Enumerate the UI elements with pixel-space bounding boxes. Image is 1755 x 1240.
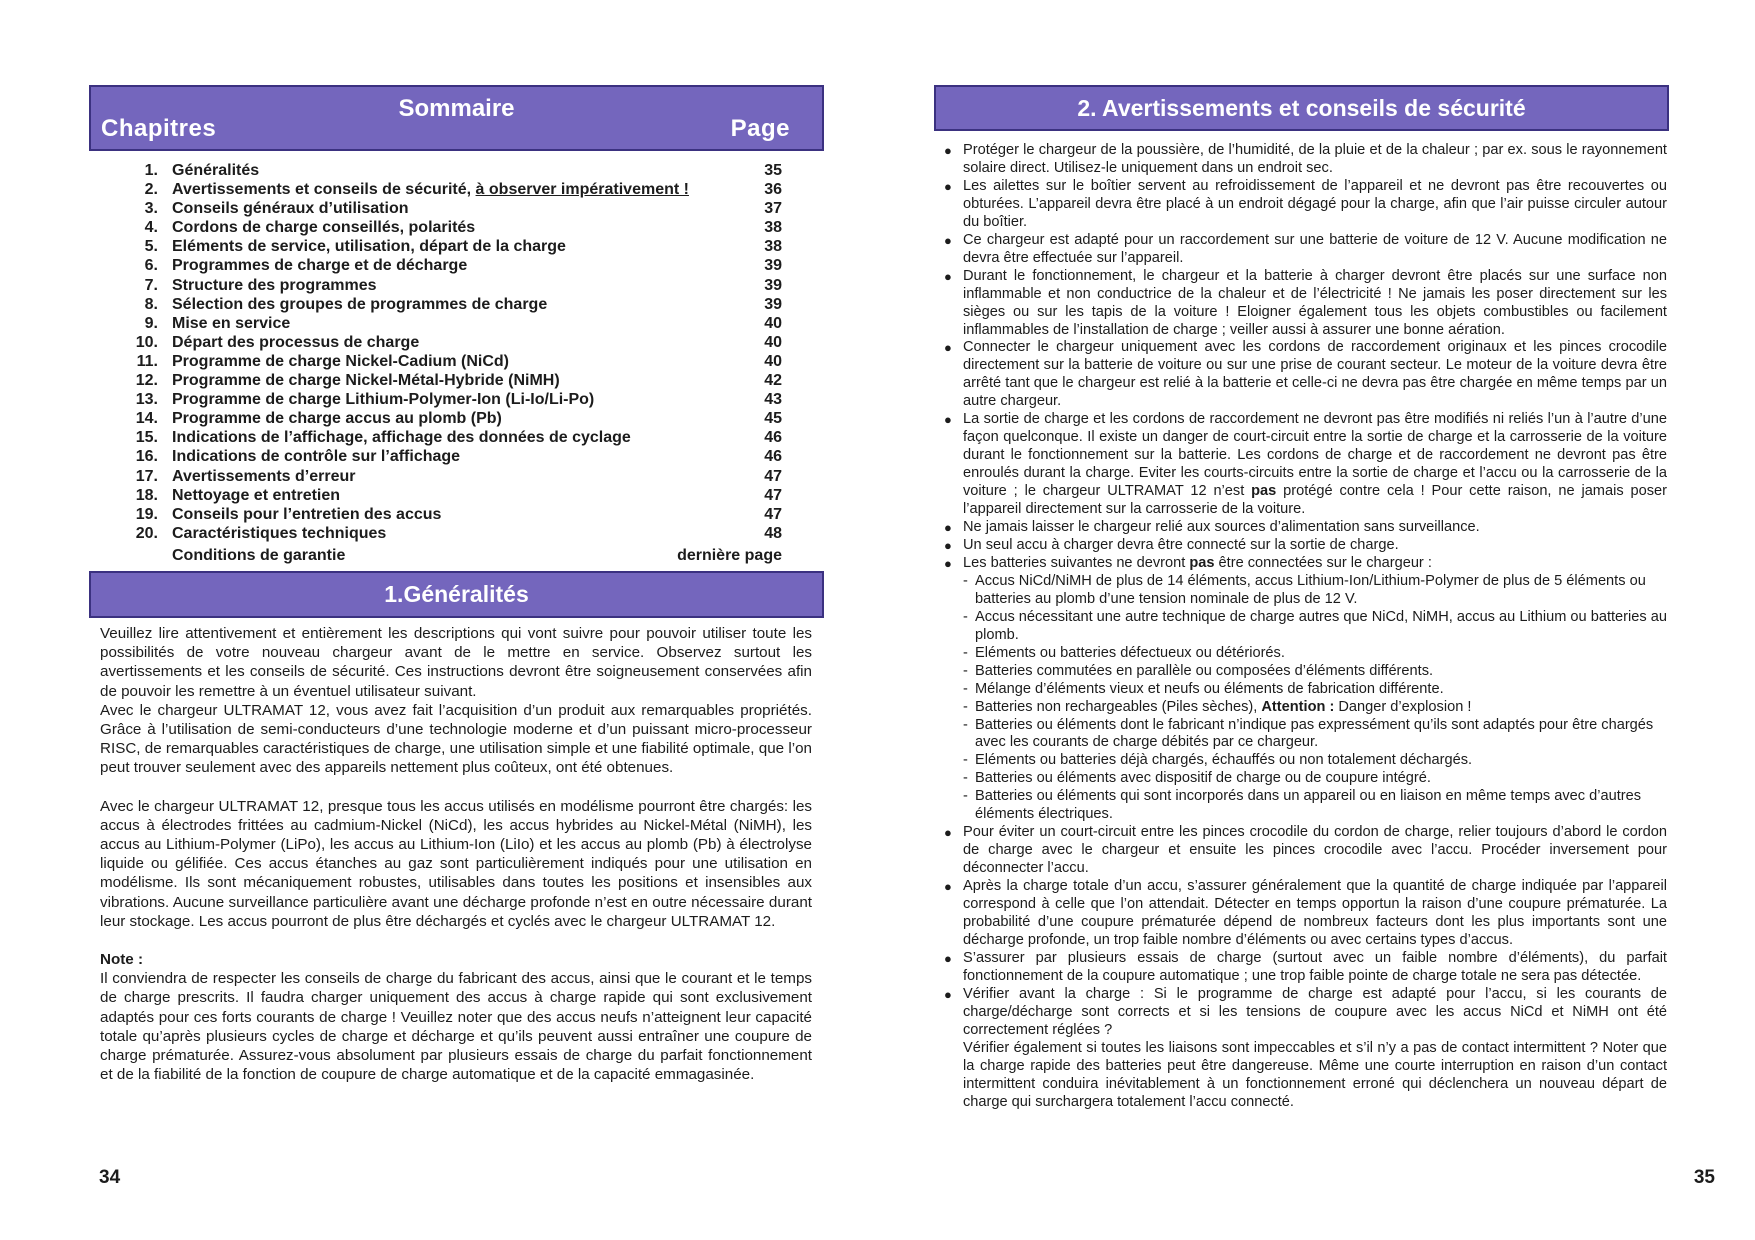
toc-entry-title: Avertissements d’erreur — [172, 467, 356, 485]
toc-row — [122, 524, 782, 543]
toc-row — [122, 428, 782, 447]
toc-number: 16. — [135, 448, 158, 466]
toc-number: 10. — [135, 333, 158, 351]
paragraph: Avec le chargeur ULTRAMAT 12, presque tous les accus utilisés en modélisme pourront être chargés: les accus à électrodes frittées au cadmium-Nickel (NiCd), les accus hybrides au Nickel-Métal (NiMH), les accus au Lithium-Polymer (LiPo), les accus au Lithium-Ion (LiIo) et les accus au plomb (Pb) à électrolyse liquide ou gélifiée. Ces accus étanches au gaz sont particulièrement indiqués pour une utilisation en modélisme. Ils sont mécaniquement robustes, utilisables dans toutes les positions et insensibles aux vibrations. Aucune surveillance particulière avant une décharge profonde n’est en outre nécessaire durant leur stockage. Les accus pourront de plus être déchargés et cyclés avec le chargeur ULTRAMAT 12. — [100, 797, 812, 930]
toc-row — [122, 352, 782, 371]
toc-number: 3. — [144, 200, 158, 218]
toc-entry-title: Départ des processus de charge — [172, 333, 420, 351]
toc-entry-page: 42 — [764, 372, 782, 390]
toc-number: 7. — [144, 276, 158, 294]
toc-entry-page: 47 — [764, 486, 782, 504]
toc-entry-emphasis: à observer impérativement ! — [475, 181, 689, 199]
toc-row — [122, 486, 782, 505]
toc-entry-page: 39 — [764, 276, 782, 294]
toc-warranty-row — [172, 547, 782, 565]
right-page — [877, 0, 1755, 1240]
toc-row — [122, 276, 782, 295]
toc-entry-title: Programme de charge accus au plomb (Pb) — [172, 410, 502, 428]
toc-entry-page: 38 — [764, 219, 782, 237]
toc-row — [122, 237, 782, 256]
toc-entry-page: 40 — [764, 314, 782, 332]
section-1-body — [100, 624, 812, 1084]
toc-warranty-title: Conditions de garantie — [172, 547, 346, 564]
toc-entry-page: 35 — [764, 162, 782, 179]
toc-entry-page: 47 — [764, 505, 782, 523]
toc-entry-title: Eléments de service, utilisation, départ de la charge — [172, 238, 566, 256]
list-item: ● Protéger le chargeur de la poussière, de l’humidité, de la pluie et de la chaleur ; par ex. sous le rayonnement solaire direct. Utilisez-le uniquement dans un endroit sec. — [944, 142, 1667, 178]
toc-row — [122, 295, 782, 314]
list-item: ● Ce chargeur est adapté pour un raccordement sur une batterie de voiture de 12 V. Aucune modification ne devra être effectuée sur l’appareil. — [944, 232, 1667, 268]
toc-col-page: Page — [730, 115, 790, 142]
toc-number: 4. — [144, 219, 158, 237]
toc-number: 19. — [135, 505, 158, 523]
list-item: ● Ne jamais laisser le chargeur relié aux sources d’alimentation sans surveillance. — [944, 519, 1667, 537]
toc-list — [122, 161, 782, 543]
toc-entry-title: Avertissements et conseils de sécurité, à observer impérativement ! — [172, 181, 689, 199]
toc-entry-page: 39 — [764, 295, 782, 313]
sub-list-item: - Batteries ou éléments dont le fabricant n’indique pas expressément qu’ils sont adaptés pour être chargés avec les courants de charge débités par ce chargeur. — [963, 717, 1667, 753]
page-number: 35 — [1693, 1167, 1715, 1188]
sub-list-item: - Batteries ou éléments qui sont incorporés dans un appareil ou en liaison en même temps avec d’autres éléments électriques. — [963, 788, 1667, 824]
toc-row — [122, 371, 782, 390]
toc-number: 6. — [144, 257, 158, 275]
toc-entry-title: Sélection des groupes de programmes de charge — [172, 295, 548, 313]
list-item: ● S’assurer par plusieurs essais de charge (surtout avec un faible nombre d’éléments), du parfait fonctionnement de la coupure automatique ; une trop faible pointe de charge totale ne sera pas détectée. — [944, 950, 1667, 986]
safety-list — [944, 142, 1667, 1111]
toc-row — [122, 467, 782, 486]
note-label: Note : — [100, 951, 144, 969]
toc-entry-page: 38 — [764, 238, 782, 256]
sub-list-item: - Mélange d’éléments vieux et neufs ou éléments de fabrication différente. — [963, 681, 1667, 699]
list-item: ● Durant le fonctionnement, le chargeur et la batterie à charger devront être placés sur une surface non inflammable et non conductrice de la chaleur et de l’électricité ! Ne jamais les poser directement sur les sièges ou sur les tapis de la voiture ! Eloigner également tous les objets combustibles ou facilement inflammables de l’installation de charge ; veiller aussi à assurer une bonne aération. — [944, 268, 1667, 340]
toc-row — [122, 161, 782, 180]
excluded-batteries-list — [963, 573, 1667, 824]
toc-row — [122, 314, 782, 333]
list-item: ● Après la charge totale d’un accu, s’assurer généralement que la quantité de charge indiquée par l’appareil correspond à celle que l’on attendait. Détecter en temps opportun la raison d’une coupure prématurée. La probabilité d’une coupure prématurée dépend de nombreux facteurs dont les plus importants sont une décharge profonde, un trop faible nombre d’éléments ou avec certains types d’accus. — [944, 878, 1667, 950]
toc-number: 9. — [144, 314, 158, 332]
toc-entry-page: 40 — [764, 333, 782, 351]
toc-entry-page: 36 — [764, 181, 782, 199]
sub-list-item: - Batteries non rechargeables (Piles sèches), Attention : Danger d’explosion ! — [963, 699, 1667, 717]
toc-entry-page: 48 — [764, 524, 782, 542]
toc-row — [122, 180, 782, 199]
list-item: ● La sortie de charge et les cordons de raccordement ne devront pas être modifiés ni reliés l’un à l’autre d’une façon quelconque. Il existe un danger de court-circuit entre la sortie de charge et la carrosserie de la voiture durant le fonctionnement sur la batterie. Les cordons de charge et de raccordement ne devront pas être enroulés durant la charge. Eviter les courts-circuits entre la sortie de charge et l’accu ou la carrosserie de la voiture ; le chargeur ULTRAMAT 12 n’est pas protégé contre cela ! Pour cette raison, ne jamais poser l’appareil directement sur la carrosserie de la voiture. — [944, 411, 1667, 519]
toc-title: Sommaire — [398, 95, 515, 122]
toc-entry-title: Structure des programmes — [172, 276, 377, 294]
toc-entry-title: Nettoyage et entretien — [172, 486, 341, 504]
toc-number: 1. — [144, 162, 158, 179]
toc-entry-title: Généralités — [172, 162, 260, 179]
toc-row — [122, 199, 782, 218]
toc-number: 13. — [135, 391, 158, 409]
section-2-header — [934, 85, 1669, 131]
toc-entry-page: 39 — [764, 257, 782, 275]
toc-number: 14. — [135, 410, 158, 428]
toc-number: 15. — [135, 429, 158, 447]
toc-row — [122, 256, 782, 275]
sub-list-item: - Eléments ou batteries défectueux ou détériorés. — [963, 645, 1667, 663]
toc-number: 8. — [144, 295, 158, 313]
sub-list-item: - Batteries ou éléments avec dispositif de charge ou de coupure intégré. — [963, 770, 1667, 788]
sub-list-item: - Accus nécessitant une autre technique de charge autres que NiCd, NiMH, accus au Lithium ou batteries au plomb. — [963, 609, 1667, 645]
toc-entry-page: 47 — [764, 467, 782, 485]
sub-list-item: - Eléments ou batteries déjà chargés, échauffés ou non totalement déchargés. — [963, 752, 1667, 770]
toc-number: 11. — [136, 352, 158, 370]
toc-entry-title: Programme de charge Nickel-Métal-Hybride (NiMH) — [172, 372, 560, 390]
toc-entry-page: 43 — [764, 391, 782, 409]
toc-entry-title: Caractéristiques techniques — [172, 524, 387, 542]
paragraph: Il conviendra de respecter les conseils de charge du fabricant des accus, ainsi que le courant et le temps de charge prescrits. Il faudra charger uniquement des accus à charge rapide qui sont exclusivement adaptés pour ces forts courants de charge ! Veuillez noter que des accus neufs n’atteignent leur capacité totale qu’après plusieurs cycles de charge et décharge et qu’ils peuvent aussi entraîner une coupure de charge prématurée. Assurez-vous absolument par plusieurs essais de charge du parfait fonctionnement et de la fiabilité de la fonction de coupure de charge automatique et de la capacité emmagasinée. — [100, 970, 812, 1084]
paragraph: Avec le chargeur ULTRAMAT 12, vous avez fait l’acquisition d’un produit aux remarquables propriétés. Grâce à l’utilisation de semi-conducteurs d’une technologie moderne et d’un puissant micro-processeur RISC, de remarquables caractéristiques de charge, une utilisation simple et une fiabilité optimale, que l’on peut trouver seulement avec des appareils nettement plus coûteux, ont été obtenues. — [100, 701, 812, 777]
toc-entry-title: Conseils pour l’entretien des accus — [172, 505, 442, 523]
sub-list-item: - Accus NiCd/NiMH de plus de 14 éléments, accus Lithium-Ion/Lithium-Polymer de plus de 5 éléments ou batteries au plomb d’une tension nominale de plus de 12 V. — [963, 573, 1667, 609]
toc-entry-page: 45 — [764, 410, 782, 428]
toc-entry-title: Programmes de charge et de décharge — [172, 257, 468, 275]
toc-entry-title: Indications de l’affichage, affichage des données de cyclage — [172, 429, 631, 447]
list-item: ● Les ailettes sur le boîtier servent au refroidissement de l’appareil et ne devront pas être recouvertes ou obturées. L’appareil devra être placé à un endroit dégagé pour la charge, afin que l’air puisse circuler autour du boîtier. — [944, 178, 1667, 232]
list-item: ● Vérifier avant la charge : Si le programme de charge est adapté pour l’accu, si les courants de charge/décharge sont corrects et si les tensions de coupure avec les accus NiCd et NiMH ont été correctement réglées ? Vérifier également si toutes les liaisons sont impeccables et s’il n’y a pas de contact intermittent ? Noter que la charge rapide des batteries peut être dangereuse. Même une courte interruption en raison d’un contact intermittent conduira inévitablement à un fonctionnement erroné qui déclenchera un nouveau départ de charge qui surchargera totalement l’accu connecté. — [944, 986, 1667, 1112]
toc-entry-page: 46 — [764, 429, 782, 447]
toc-number: 18. — [135, 486, 158, 504]
section-2-title: 2. Avertissements et conseils de sécurité — [1077, 95, 1526, 121]
toc-entry-title: Programme de charge Nickel-Cadium (NiCd) — [172, 352, 509, 370]
toc-row — [122, 390, 782, 409]
toc-number: 2. — [144, 181, 158, 199]
toc-row — [122, 505, 782, 524]
toc-entry-title: Cordons de charge conseillés, polarités — [172, 219, 476, 237]
toc-entry-title: Programme de charge Lithium-Polymer-Ion (Li-Io/Li-Po) — [172, 391, 595, 409]
left-page — [0, 0, 877, 1240]
list-item: ● Un seul accu à charger devra être connecté sur la sortie de charge. — [944, 537, 1667, 555]
toc-entry-page: 37 — [764, 200, 782, 218]
paragraph: Veuillez lire attentivement et entièrement les descriptions qui vont suivre pour pouvoir utiliser toute les possibilités de votre nouveau chargeur avant de le mettre en service. Observez surtout les avertissements et les conseils de sécurité. Ces instructions devront être soigneusement conservées afin de pouvoir les remettre à un éventuel utilisateur suivant. — [100, 625, 812, 700]
toc-entry-page: 40 — [764, 352, 782, 370]
toc-number: 17. — [135, 467, 158, 485]
section-1-header — [89, 571, 824, 618]
toc-number: 12. — [135, 372, 158, 390]
toc-number: 5. — [144, 238, 158, 256]
toc-col-chapters: Chapitres — [101, 115, 217, 142]
page-number: 34 — [99, 1167, 121, 1188]
toc-number: 20. — [135, 524, 158, 542]
list-item: ● Pour éviter un court-circuit entre les pinces crocodile du cordon de charge, relier toujours d’abord le cordon de charge avec le chargeur et ensuite les pinces crocodile avec l’accu. Procéder inversement pour déconnecter l’accu. — [944, 824, 1667, 878]
toc-header — [89, 85, 824, 151]
toc-row — [122, 447, 782, 466]
sub-list-item: - Batteries commutées en parallèle ou composées d’éléments différents. — [963, 663, 1667, 681]
list-item: ● Connecter le chargeur uniquement avec les cordons de raccordement originaux et les pinces crocodile directement sur la batterie de voiture ou sur une prise de courant secteur. Le moteur de la voiture devra être arrêté tant que le chargeur est relié à la batterie et celle-ci ne devra pas être chargée en même temps par un autre chargeur. — [944, 339, 1667, 411]
toc-entry-title: Mise en service — [172, 314, 291, 332]
toc-entry-page: 46 — [764, 448, 782, 466]
list-item: ● Les batteries suivantes ne devront pas être connectées sur le chargeur : - Accus NiCd/NiMH de plus de 14 éléments, accus Lithium-Ion/Lithium-Polymer de plus de 5 éléments ou batteries au plomb d’une tension nominale de plus de 12 V. - Accus nécessitant une autre technique de charge autres que NiCd, NiMH, accus au Lithium ou batteries au plomb. - Eléments ou batteries défectueux ou détériorés. - Batteries commutées en parallèle ou composées d’éléments différents. - Mélange d’éléments vieux et neufs ou éléments de fabrication différente. - Batteries non rechargeables (Piles sèches), Attention : Danger d’explosion ! - Batteries ou éléments dont le fabricant n’indique pas expressément qu’ils sont adaptés pour être chargés avec les courants de charge débités par ce chargeur. - Eléments ou batteries déjà chargés, échauffés ou non totalement déchargés. - Batteries ou éléments avec dispositif de charge ou de coupure intégré. - Batteries ou éléments qui sont incorporés dans un appareil ou en liaison en même temps avec d’autres éléments électriques. — [944, 555, 1667, 824]
toc-entry-title: Conseils généraux d’utilisation — [172, 200, 409, 218]
toc-entry-title: Indications de contrôle sur l’affichage — [172, 448, 461, 466]
toc-row — [122, 409, 782, 428]
section-1-title: 1.Généralités — [384, 581, 529, 607]
toc-row — [122, 333, 782, 352]
toc-row — [122, 218, 782, 237]
toc-warranty-page: dernière page — [677, 547, 782, 564]
